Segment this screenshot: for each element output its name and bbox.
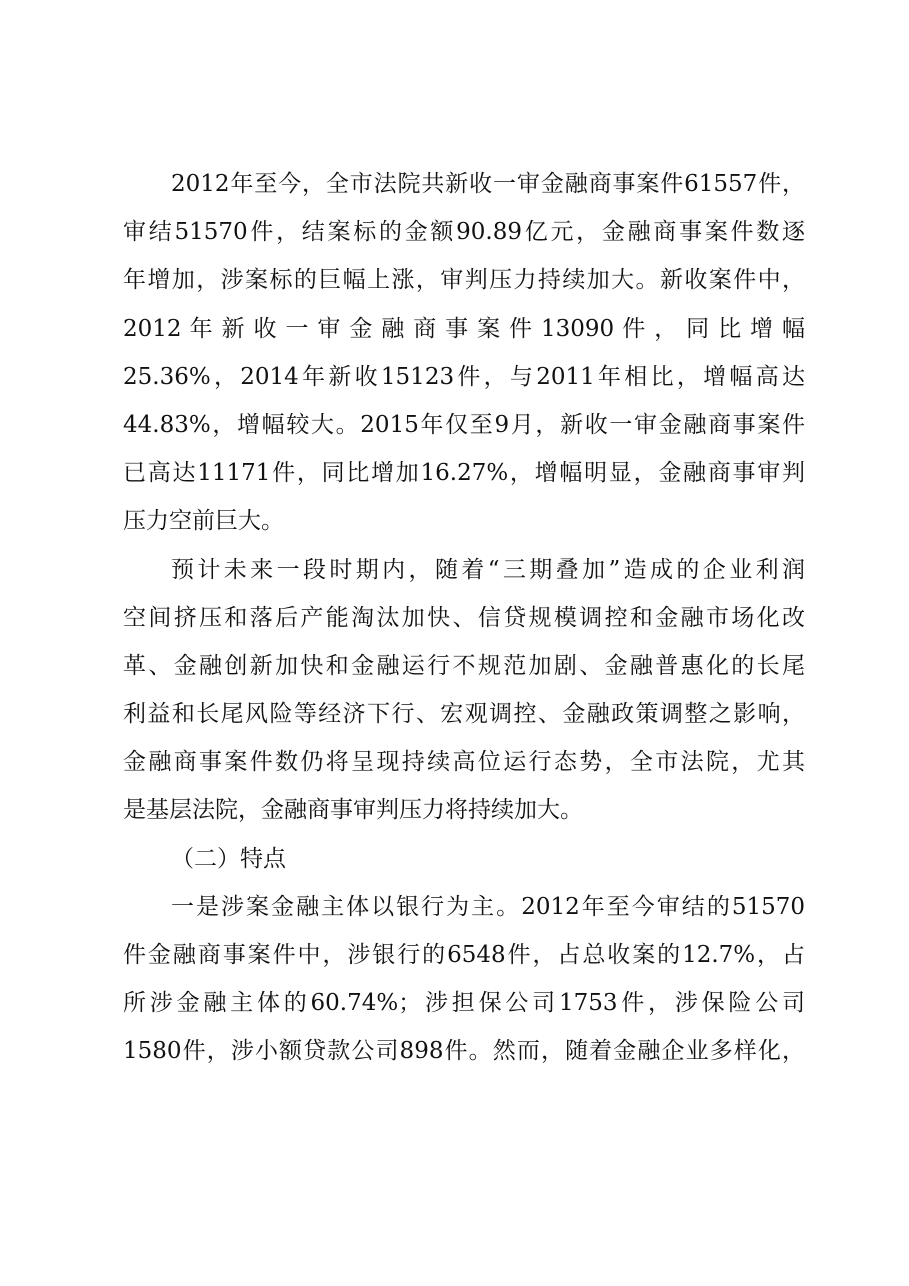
paragraph-line: 所涉金融主体的60.74%；涉担保公司1753件，涉保险公司 <box>123 990 805 1017</box>
paragraph <box>123 546 805 835</box>
paragraph-line: 压力空前巨大。 <box>123 508 284 535</box>
paragraph-line: 革、金融创新加快和金融运行不规范加剧、金融普惠化的长尾 <box>123 652 805 679</box>
paragraph-line: 预计未来一段时期内，随着“三期叠加”造成的企业利润 <box>171 556 805 583</box>
paragraph-line: 2012年至今，全市法院共新收一审金融商事案件61557件， <box>171 171 805 197</box>
paragraph-line: 年增加，涉案标的巨幅上涨，审判压力持续加大。新收案件中， <box>123 267 805 294</box>
paragraph-line: 1580件，涉小额贷款公司898件。然而，随着金融企业多样化， <box>123 1038 805 1065</box>
paragraph-line: 利益和长尾风险等经济下行、宏观调控、金融政策调整之影响， <box>123 701 805 728</box>
paragraph <box>123 883 805 1076</box>
paragraph-line: 空间挤压和落后产能淘汰加快、信贷规模调控和金融市场化改 <box>123 604 805 631</box>
paragraph-line: 2012 年 新 收 一 审 金 融 商 事 案 件 13090 件 ， 同 比 增 幅 <box>123 315 805 342</box>
paragraph <box>123 160 805 546</box>
paragraph-line: 25.36%，2014年新收15123件，与2011年相比，增幅高达 <box>123 363 805 390</box>
section-heading: （二）特点 <box>171 845 286 872</box>
paragraph-line: 已高达11171件，同比增加16.27%，增幅明显，金融商事审判 <box>123 460 805 487</box>
paragraph-line: 是基层法院，金融商事审判压力将持续加大。 <box>123 797 583 824</box>
document-body <box>123 160 805 1076</box>
paragraph-line: 金融商事案件数仍将呈现持续高位运行态势，全市法院，尤其 <box>123 749 805 776</box>
paragraph-line: 件金融商事案件中，涉银行的6548件，占总收案的12.7%，占 <box>123 942 805 968</box>
paragraph-line: 一是涉案金融主体以银行为主。2012年至今审结的51570 <box>171 893 805 920</box>
paragraph-line: 44.83%，增幅较大。2015年仅至9月，新收一审金融商事案件 <box>123 411 805 438</box>
paragraph-line: 审结51570件，结案标的金额90.89亿元，金融商事案件数逐 <box>123 219 805 246</box>
